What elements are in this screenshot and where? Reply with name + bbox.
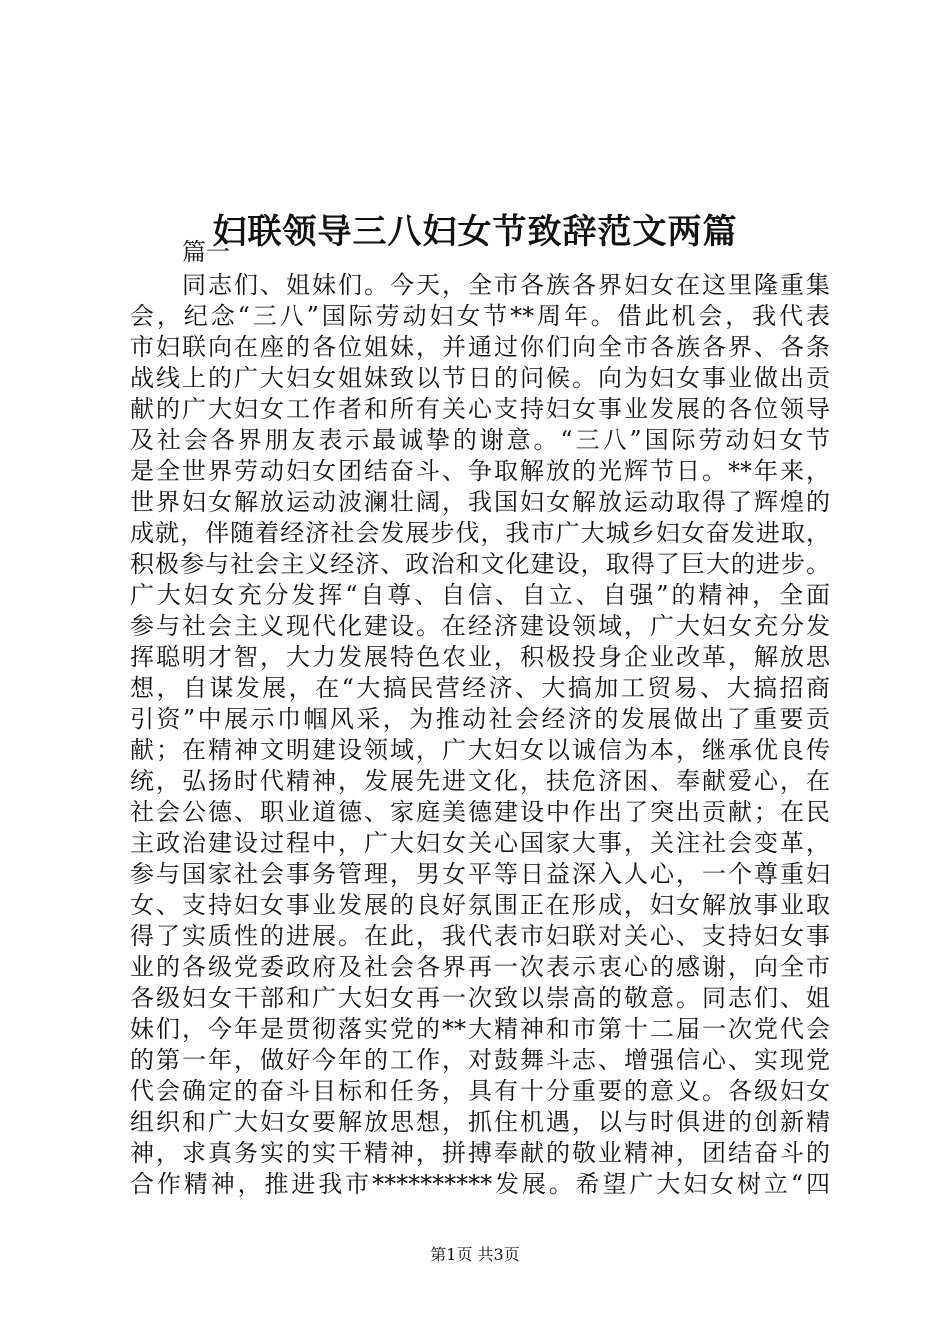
body-line: 及社会各界朋友表示最诚挚的谢意。“三八”国际劳动妇女节 — [130, 426, 830, 454]
body-line: 神，求真务实的实干精神，拼搏奉献的敬业精神，团结奋斗的 — [130, 1139, 830, 1167]
body-line: 战线上的广大妇女姐妹致以节日的问候。向为妇女事业做出贡 — [130, 364, 830, 392]
body-line: 世界妇女解放运动波澜壮阔，我国妇女解放运动取得了辉煌的 — [130, 488, 830, 516]
body-line: 统，弘扬时代精神，发展先进文化，扶危济困、奉献爱心，在 — [130, 767, 830, 795]
body-line: 成就，伴随着经济社会发展步伐，我市广大城乡妇女奋发进取， — [130, 519, 830, 547]
body-line: 主政治建设过程中，广大妇女关心国家大事，关注社会变革， — [130, 829, 830, 857]
body-line: 各级妇女干部和广大妇女再一次致以崇高的敬意。同志们、姐 — [130, 984, 830, 1012]
body-line: 挥聪明才智，大力发展特色农业，积极投身企业改革，解放思 — [130, 643, 830, 671]
body-line: 想，自谋发展，在“大搞民营经济、大搞加工贸易、大搞招商 — [130, 674, 830, 702]
body-line: 的第一年，做好今年的工作，对鼓舞斗志、增强信心、实现党 — [130, 1046, 830, 1074]
body-line: 组织和广大妇女要解放思想，抓住机遇，以与时俱进的创新精 — [130, 1108, 830, 1136]
body-line: 引资”中展示巾帼风采，为推动社会经济的发展做出了重要贡 — [130, 705, 830, 733]
document-title: 妇联领导三八妇女节致辞范文两篇 — [212, 211, 738, 252]
body-line: 同志们、姐妹们。今天，全市各族各界妇女在这里隆重集 — [182, 271, 830, 299]
body-line: 参与社会主义现代化建设。在经济建设领域，广大妇女充分发 — [130, 612, 830, 640]
body-line: 合作精神，推进我市**********发展。希望广大妇女树立“四 — [130, 1170, 830, 1198]
body-line: 妹们，今年是贯彻落实党的**大精神和市第十二届一次党代会 — [130, 1015, 830, 1043]
body-line: 是全世界劳动妇女团结奋斗、争取解放的光辉节日。**年来， — [130, 457, 830, 485]
body-line: 献的广大妇女工作者和所有关心支持妇女事业发展的各位领导 — [130, 395, 830, 423]
page-number-footer: 第1页 共3页 — [430, 1245, 520, 1264]
body-line: 献；在精神文明建设领域，广大妇女以诚信为本，继承优良传 — [130, 736, 830, 764]
body-line: 业的各级党委政府及社会各界再一次表示衷心的感谢，向全市 — [130, 953, 830, 981]
body-line: 女、支持妇女事业发展的良好氛围正在形成，妇女解放事业取 — [130, 891, 830, 919]
body-line: 参与国家社会事务管理，男女平等日益深入人心，一个尊重妇 — [130, 860, 830, 888]
body-line: 社会公德、职业道德、家庭美德建设中作出了突出贡献；在民 — [130, 798, 830, 826]
body-line: 市妇联向在座的各位姐妹，并通过你们向全市各族各界、各条 — [130, 333, 830, 361]
section-label: 篇一 — [182, 238, 230, 266]
body-line: 得了实质性的进展。在此，我代表市妇联对关心、支持妇女事 — [130, 922, 830, 950]
body-text — [130, 270, 830, 1200]
body-line: 代会确定的奋斗目标和任务，具有十分重要的意义。各级妇女 — [130, 1077, 830, 1105]
body-line: 广大妇女充分发挥“自尊、自信、自立、自强”的精神，全面 — [130, 581, 830, 609]
body-line: 积极参与社会主义经济、政治和文化建设，取得了巨大的进步。 — [130, 550, 830, 578]
body-line: 会，纪念“三八”国际劳动妇女节**周年。借此机会，我代表 — [130, 302, 830, 330]
